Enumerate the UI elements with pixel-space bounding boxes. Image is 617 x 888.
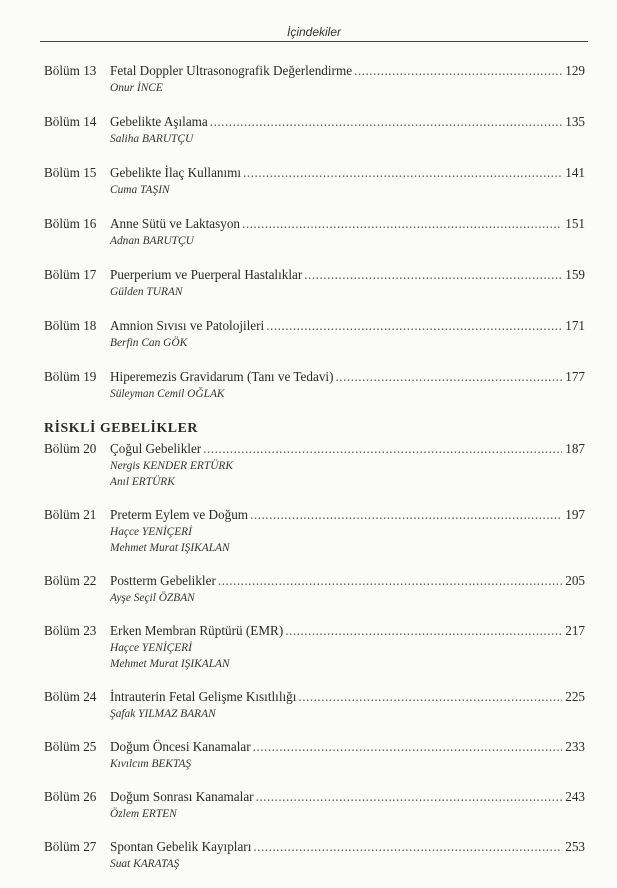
chapter-number: Bölüm 13 <box>44 63 97 78</box>
dot-leader <box>242 215 562 233</box>
toc-entry <box>44 113 585 147</box>
toc-entry <box>44 440 585 490</box>
dot-leader <box>253 838 562 856</box>
header-rule <box>40 41 588 42</box>
dot-leader <box>210 113 562 131</box>
page-number[interactable]: 225 <box>565 689 585 704</box>
toc-entry <box>44 368 585 402</box>
chapter-title[interactable]: Anne Sütü ve Laktasyon <box>110 216 241 231</box>
author-name: Süleyman Cemil OĞLAK <box>110 388 225 400</box>
chapter-title[interactable]: Gebelikte Aşılama <box>110 114 208 129</box>
chapter-title[interactable]: Preterm Eylem ve Doğum <box>110 507 249 522</box>
chapter-number: Bölüm 18 <box>44 318 97 333</box>
dot-leader <box>253 738 563 756</box>
chapter-number: Bölüm 24 <box>44 689 97 704</box>
author-name: Saliha BARUTÇU <box>110 133 194 145</box>
chapter-number: Bölüm 17 <box>44 267 97 282</box>
author-name: Ayşe Seçil ÖZBAN <box>110 592 195 604</box>
toc-entry-row <box>44 572 585 590</box>
chapter-number: Bölüm 20 <box>44 441 97 456</box>
chapter-title[interactable]: Puerperium ve Puerperal Hastalıklar <box>110 267 303 282</box>
chapter-title[interactable]: Spontan Gebelik Kayıpları <box>110 839 252 854</box>
chapter-number: Bölüm 22 <box>44 573 97 588</box>
toc-entry-row <box>44 164 585 182</box>
dot-leader <box>304 266 562 284</box>
author-name: Haçce YENİÇERİ <box>110 642 192 654</box>
toc-group-1 <box>44 62 585 402</box>
toc-entry-row <box>44 622 585 640</box>
page-number[interactable]: 159 <box>565 267 585 282</box>
toc-entry-row <box>44 266 585 284</box>
author-name: Haçce YENİÇERİ <box>110 526 192 538</box>
toc-entry <box>44 266 585 300</box>
section-heading: RİSKLİ GEBELİKLER <box>44 420 198 435</box>
chapter-title[interactable]: Gebelikte İlaç Kullanımı <box>110 165 242 180</box>
dot-leader <box>256 788 563 806</box>
toc-entry <box>44 317 585 351</box>
toc-entry-row <box>44 838 585 856</box>
page-number[interactable]: 171 <box>565 318 585 333</box>
toc-entry <box>44 688 585 722</box>
chapter-number: Bölüm 19 <box>44 369 97 384</box>
author-name: Mehmet Murat IŞIKALAN <box>110 542 230 554</box>
author-name: Cuma TAŞIN <box>110 184 170 196</box>
chapter-number: Bölüm 21 <box>44 507 97 522</box>
chapter-number: Bölüm 15 <box>44 165 97 180</box>
author-name: Şafak YILMAZ BARAN <box>110 708 216 720</box>
toc-entry-row <box>44 738 585 756</box>
dot-leader <box>354 62 562 80</box>
author-name: Nergis KENDER ERTÜRK <box>110 460 233 472</box>
author-name: Berfin Can GÖK <box>110 337 188 349</box>
chapter-number: Bölüm 26 <box>44 789 97 804</box>
toc-entry-row <box>44 215 585 233</box>
chapter-title[interactable]: Postterm Gebelikler <box>110 573 216 588</box>
page-number[interactable]: 129 <box>565 63 585 78</box>
dot-leader <box>243 164 562 182</box>
page-number[interactable]: 197 <box>565 507 585 522</box>
chapter-title[interactable]: Fetal Doppler Ultrasonografik Değerlendirme <box>110 63 353 78</box>
dot-leader <box>203 440 562 458</box>
page-number[interactable]: 233 <box>565 739 585 754</box>
dot-leader <box>218 572 562 590</box>
toc-entry <box>44 838 585 872</box>
toc-entry <box>44 62 585 96</box>
chapter-title[interactable]: Çoğul Gebelikler <box>110 441 202 456</box>
chapter-title[interactable]: Erken Membran Rüptürü (EMR) <box>110 623 284 638</box>
author-name: Kıvılcım BEKTAŞ <box>110 758 192 770</box>
author-name: Onur İNCE <box>110 82 163 94</box>
author-name: Anıl ERTÜRK <box>110 476 175 488</box>
chapter-number: Bölüm 27 <box>44 839 97 854</box>
chapter-number: Bölüm 14 <box>44 114 97 129</box>
chapter-title[interactable]: Doğum Sonrası Kanamalar <box>110 789 254 804</box>
table-of-contents <box>44 62 585 888</box>
dot-leader <box>266 317 562 335</box>
author-name: Özlem ERTEN <box>110 808 177 820</box>
dot-leader <box>285 622 562 640</box>
toc-entry <box>44 215 585 249</box>
toc-entry <box>44 506 585 556</box>
page-number[interactable]: 253 <box>565 839 585 854</box>
chapter-title[interactable]: Hiperemezis Gravidarum (Tanı ve Tedavi) <box>110 369 334 384</box>
author-name: Suat KARATAŞ <box>110 858 180 870</box>
page-number[interactable]: 217 <box>565 623 585 638</box>
toc-entry <box>44 788 585 822</box>
page-number[interactable]: 141 <box>565 165 585 180</box>
toc-entry-row <box>44 62 585 80</box>
page-number[interactable]: 187 <box>565 441 585 456</box>
dot-leader <box>335 368 562 386</box>
running-header: İçindekiler <box>286 25 342 39</box>
toc-entry-row <box>44 440 585 458</box>
page-number[interactable]: 135 <box>565 114 585 129</box>
chapter-title[interactable]: Amnion Sıvısı ve Patolojileri <box>110 318 265 333</box>
toc-entry <box>44 164 585 198</box>
toc-group-2 <box>44 440 585 872</box>
toc-entry-row <box>44 368 585 386</box>
dot-leader <box>250 506 562 524</box>
chapter-number: Bölüm 23 <box>44 623 97 638</box>
toc-entry <box>44 572 585 606</box>
toc-entry-row <box>44 506 585 524</box>
page-number[interactable]: 243 <box>565 789 585 804</box>
page-number[interactable]: 177 <box>565 369 585 384</box>
author-name: Mehmet Murat IŞIKALAN <box>110 658 230 670</box>
page-number[interactable]: 205 <box>565 573 585 588</box>
chapter-title[interactable]: İntrauterin Fetal Gelişme Kısıtlılığı <box>110 689 297 704</box>
dot-leader <box>298 688 562 706</box>
chapter-number: Bölüm 25 <box>44 739 97 754</box>
author-name: Adnan BARUTÇU <box>110 235 194 247</box>
toc-entry-row <box>44 113 585 131</box>
author-name: Gülden TURAN <box>110 286 183 298</box>
toc-entry <box>44 622 585 672</box>
toc-entry-row <box>44 788 585 806</box>
chapter-title[interactable]: Doğum Öncesi Kanamalar <box>110 739 251 754</box>
toc-entry-row <box>44 317 585 335</box>
toc-entry <box>44 738 585 772</box>
chapter-number: Bölüm 16 <box>44 216 97 231</box>
page-number[interactable]: 151 <box>565 216 585 231</box>
toc-entry-row <box>44 688 585 706</box>
